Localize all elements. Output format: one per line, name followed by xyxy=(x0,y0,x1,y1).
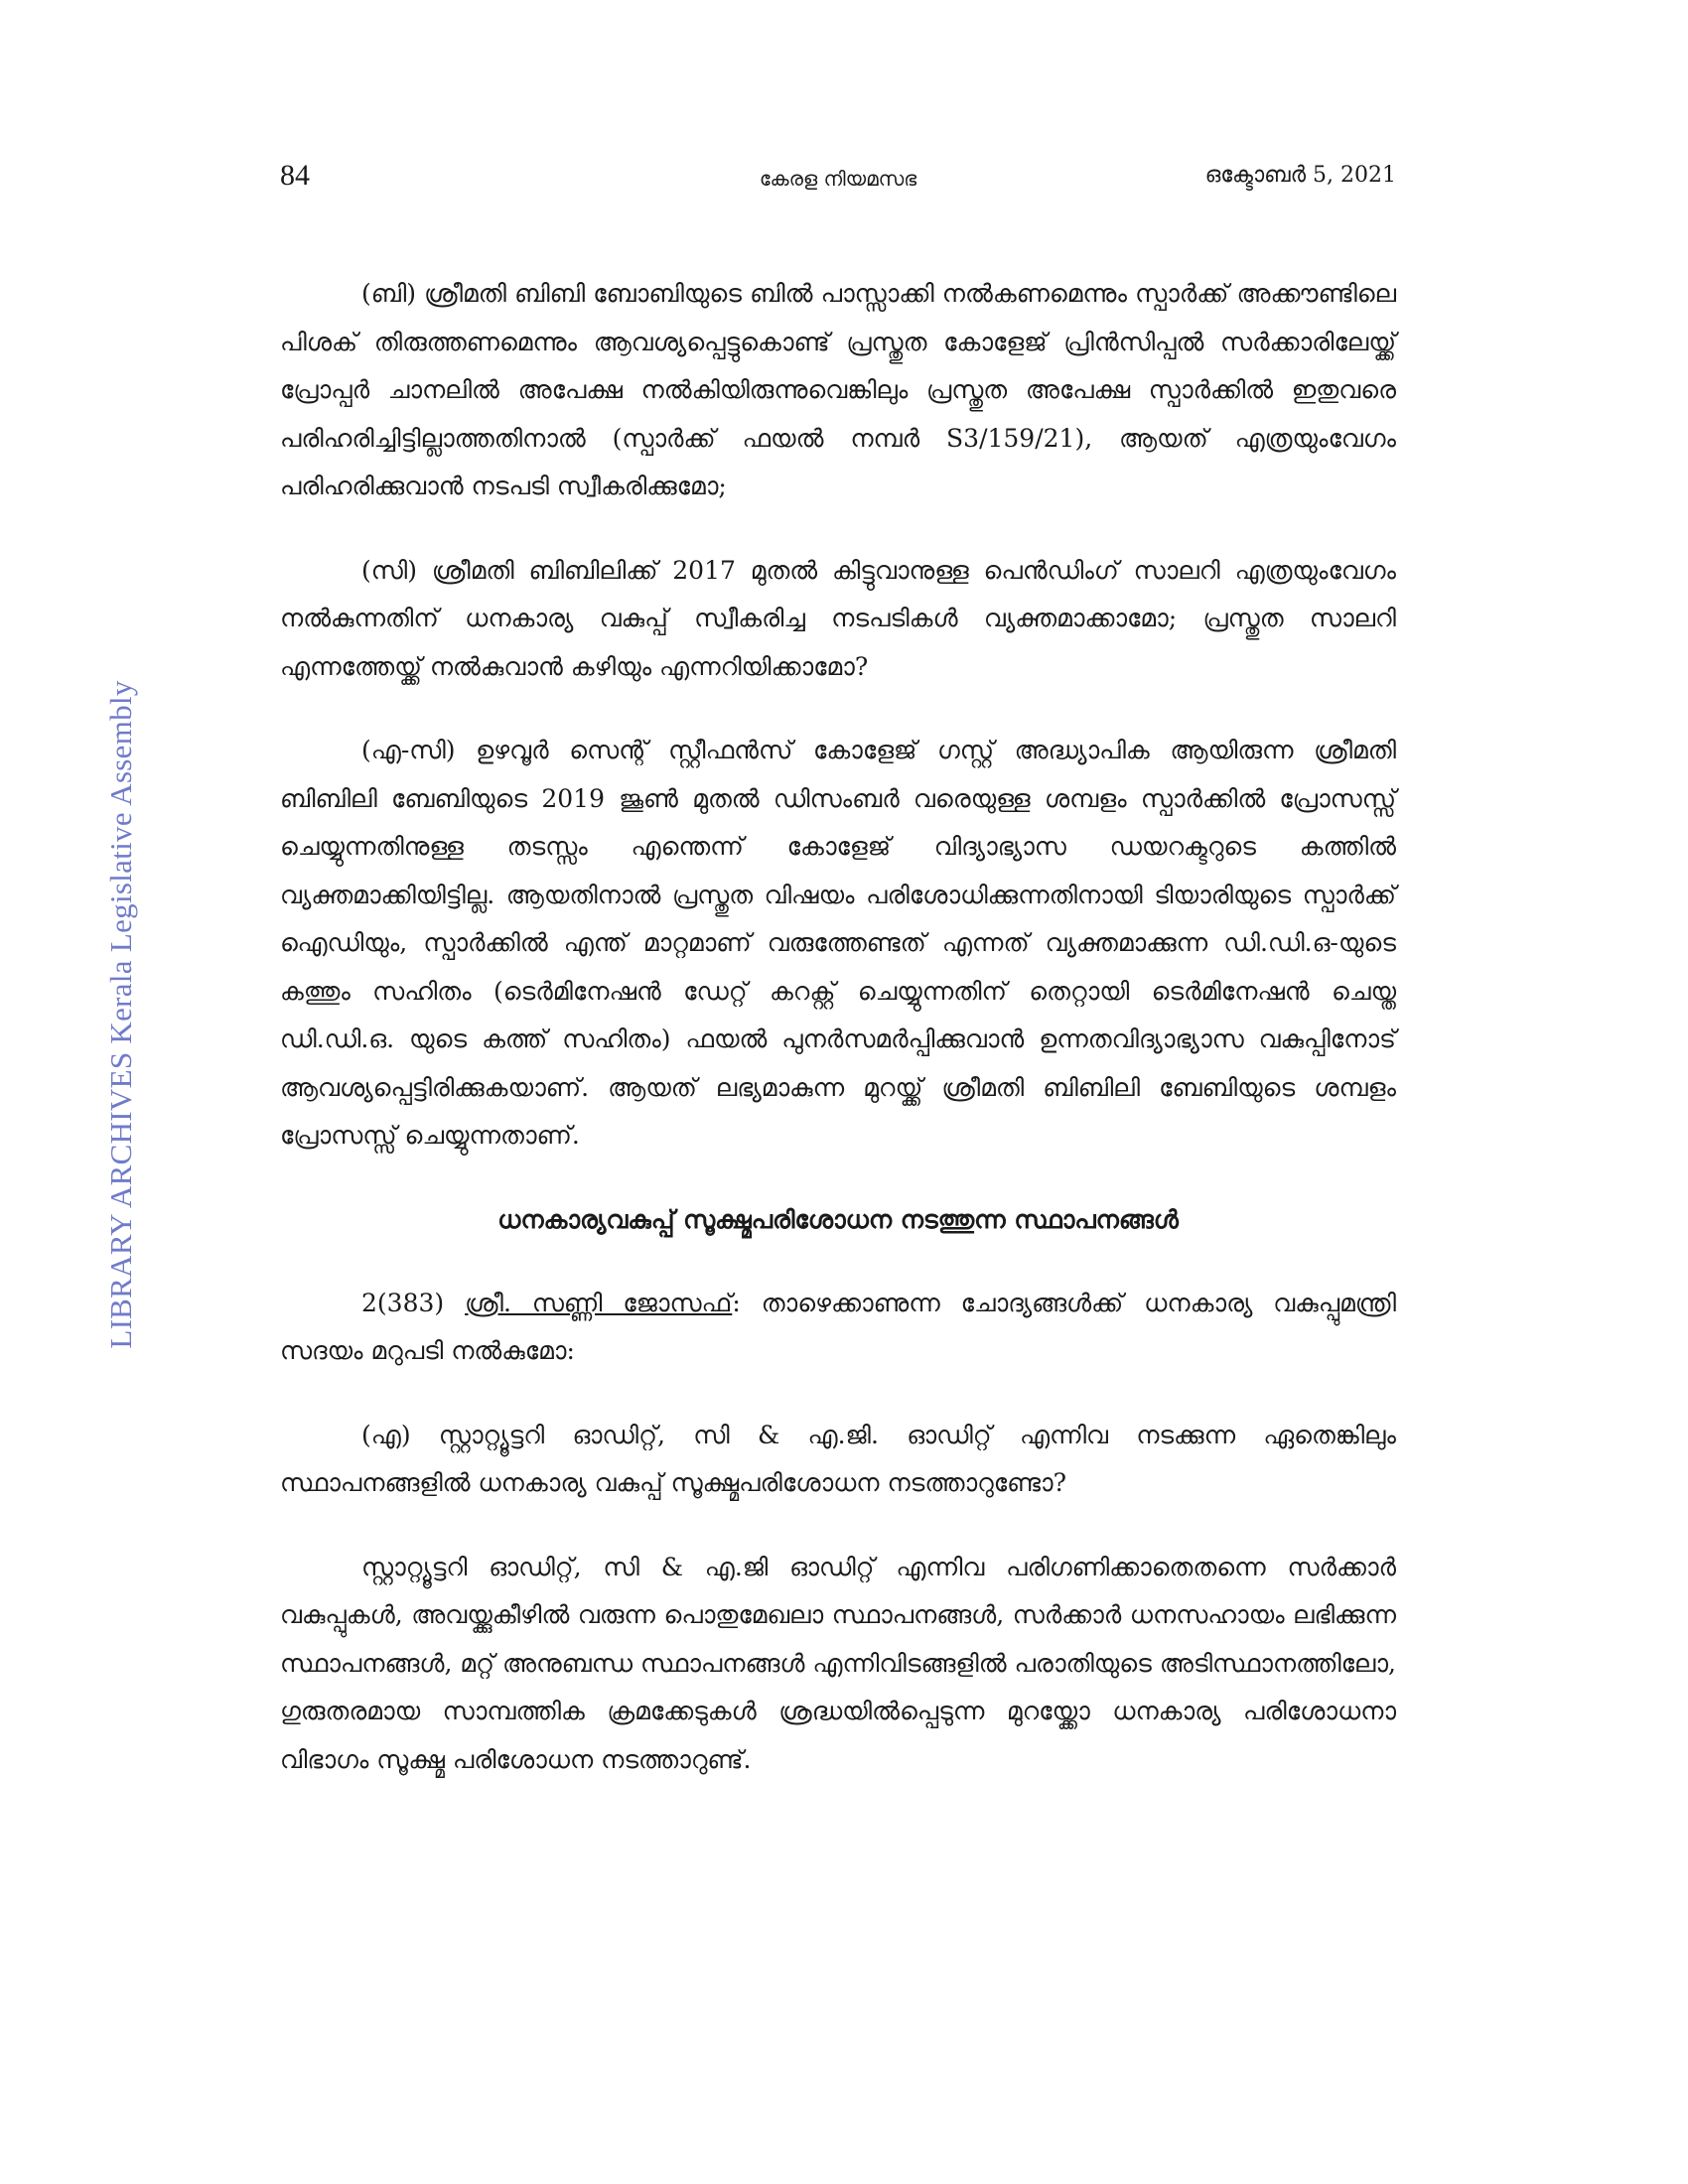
member-name: ശ്രീ. സണ്ണി ജോസഫ് xyxy=(465,1288,733,1317)
answer-paragraph-b: (ബി) ശ്രീമതി ബിബി ബോബിയുടെ ബിൽ പാസ്സാക്കി നൽകണമെന്നും സ്പാർക്ക് അക്കൗണ്ടിലെ പിശക് തിരുത്തണമെന്നും ആവശ്യപ്പെട്ടുകൊണ്ട് പ്രസ്തുത കോളേജ് പ്രിൻസിപ്പൽ സർക്കാരിലേയ്ക്ക് പ്രോപ്പർ ചാനലിൽ അപേക്ഷ നൽകിയിരുന്നുവെങ്കിലും പ്രസ്തുത അപേക്ഷ സ്പാർക്കിൽ ഇതുവരെ പരിഹരിച്ചിട്ടില്ലാത്തതിനാൽ (സ്പാർക്ക് ഫയൽ നമ്പർ S3/159/21), ആയത് എത്രയുംവേഗം പരിഹരിക്കുവാൻ നടപടി സ്വീകരിക്കുമോ; xyxy=(280,279,1396,500)
answer-paragraph: സ്റ്റാറ്റ്യൂട്ടറി ഓഡിറ്റ്, സി & എ.ജി ഓഡിറ്റ് എന്നിവ പരിഗണിക്കാതെതന്നെ സർക്കാർ വകുപ്പുകൾ, അവയ്ക്കുകീഴിൽ വരുന്ന പൊതുമേഖലാ സ്ഥാപനങ്ങൾ, സർക്കാർ ധനസഹായം ലഭിക്കുന്ന സ്ഥാപനങ്ങൾ, മറ്റ് അനുബന്ധ സ്ഥാപനങ്ങൾ എന്നിവിടങ്ങളിൽ പരാതിയുടെ അടിസ്ഥാനത്തിലോ, ഗുരുതരമായ സാമ്പത്തിക ക്രമക്കേടുകൾ ശ്രദ്ധയിൽപ്പെടുന്ന മുറയ്ക്കോ ധനകാര്യ പരിശോധനാ വിഭാഗം സൂക്ഷ്മ പരിശോധന നടത്താറുണ്ട്. xyxy=(280,1552,1396,1774)
page-number: 84 xyxy=(280,159,310,192)
archive-watermark: LIBRARY ARCHIVES Kerala Legislative Assembly xyxy=(103,680,138,1349)
page-header xyxy=(280,159,1396,199)
answer-paragraph-c: (സി) ശ്രീമതി ബിബിലിക്ക് 2017 മുതൽ കിട്ടുവാനുള്ള പെൻഡിംഗ് സാലറി എത്രയുംവേഗം നൽകുന്നതിന് ധനകാര്യ വകുപ്പ് സ്വീകരിച്ച നടപടികൾ വ്യക്തമാക്കാമോ; പ്രസ്തുത സാലറി എന്നത്തേയ്ക്ക് നൽകുവാൻ കഴിയും എന്നറിയിക്കാമോ? xyxy=(280,555,1396,681)
question-paragraph xyxy=(280,1280,1396,1376)
question-number: 2(383) xyxy=(361,1288,445,1317)
section-heading: ധനകാര്യവകുപ്പ് സൂക്ഷ്മപരിശോധന നടത്തുന്ന സ്ഥാപനങ്ങൾ xyxy=(497,1204,1179,1234)
sub-question-a: (എ) സ്റ്റാറ്റ്യൂട്ടറി ഓഡിറ്റ്, സി & എ.ജി. ഓഡിറ്റ് എന്നിവ നടക്കുന്ന ഏതെങ്കിലും സ്ഥാപനങ്ങളിൽ ധനകാര്യ വകുപ്പ് സൂക്ഷ്മപരിശോധന നടത്താറുണ്ടോ? xyxy=(280,1420,1396,1497)
header-date: ഒക്ടോബർ 5, 2021 xyxy=(1204,163,1396,188)
page-body xyxy=(280,270,1396,1820)
running-title: കേരള നിയമസഭ xyxy=(759,167,917,191)
answer-paragraph-a-c: (എ-സി) ഉഴവൂർ സെന്റ് സ്റ്റീഫൻസ് കോളേജ് ഗസ്റ്റ് അദ്ധ്യാപിക ആയിരുന്ന ശ്രീമതി ബിബിലി ബേബിയുടെ 2019 ജൂൺ മുതൽ ഡിസംബർ വരെയുള്ള ശമ്പളം സ്പാർക്കിൽ പ്രോസസ്സ് ചെയ്യുന്നതിനുള്ള തടസ്സം എന്തെന്ന് കോളേജ് വിദ്യാഭ്യാസ ഡയറക്ടറുടെ കത്തിൽ വ്യക്തമാക്കിയിട്ടില്ല. ആയതിനാൽ പ്രസ്തുത വിഷയം പരിശോധിക്കുന്നതിനായി ടിയാരിയുടെ സ്പാർക്ക് ഐഡിയും, സ്പാർക്കിൽ എന്ത് മാറ്റമാണ് വരുത്തേണ്ടത് എന്നത് വ്യക്തമാക്കുന്ന ഡി.ഡി.ഒ-യുടെ കത്തും സഹിതം (ടെർമിനേഷൻ ഡേറ്റ് കറക്റ്റ് ചെയ്യുന്നതിന് തെറ്റായി ടെർമിനേഷൻ ചെയ്ത ഡി.ഡി.ഒ. യുടെ കത്ത് സഹിതം) ഫയൽ പുനർസമർപ്പിക്കുവാൻ ഉന്നതവിദ്യാഭ്യാസ വകുപ്പിനോട് ആവശ്യപ്പെട്ടിരിക്കുകയാണ്. ആയത് ലഭ്യമാകുന്ന മുറയ്ക്ക് ശ്രീമതി ബിബിലി ബേബിയുടെ ശമ്പളം പ്രോസസ്സ് ചെയ്യുന്നതാണ്. xyxy=(280,736,1396,1150)
question-text: : താഴെക്കാണുന്ന ചോദ്യങ്ങൾക്ക് ധനകാര്യ വകുപ്പുമന്ത്രി സദയം മറുപടി നൽകുമോ: xyxy=(280,1288,1397,1365)
